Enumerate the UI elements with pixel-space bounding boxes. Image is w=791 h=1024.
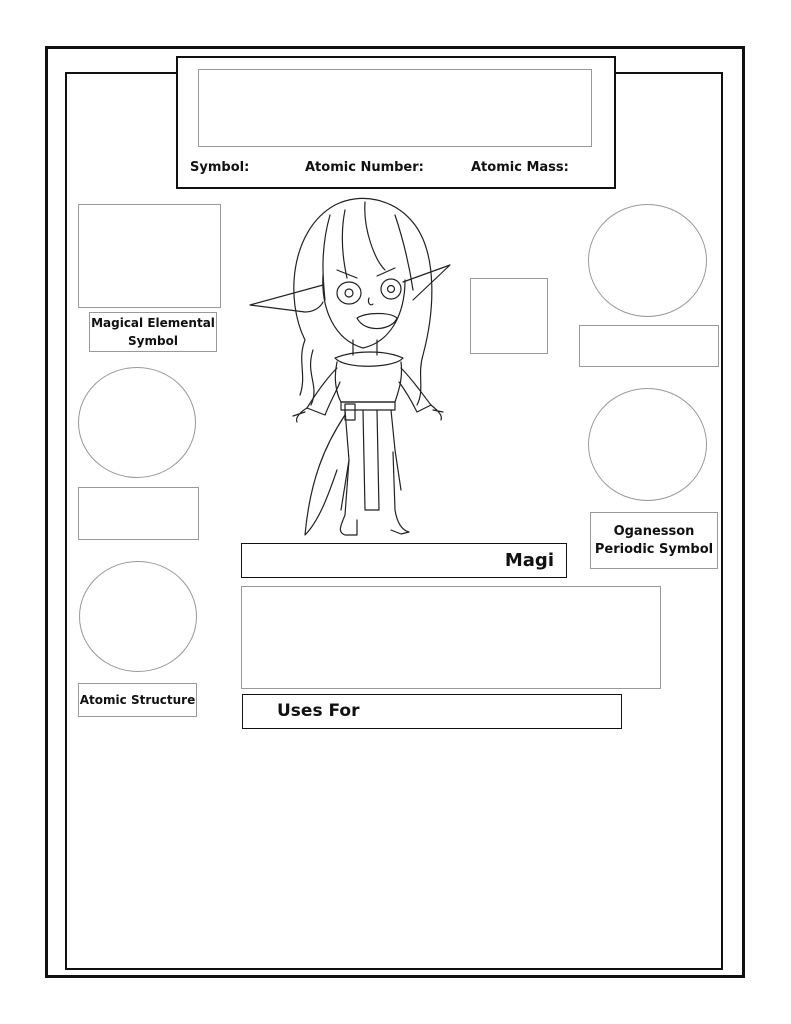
periodic-symbol-caption-line1: Oganesson (613, 523, 695, 539)
elf-character-illustration (245, 190, 460, 545)
mouth (357, 314, 397, 329)
magical-symbol-caption-line1: Magical Elemental (91, 316, 215, 330)
uses-for-bar[interactable] (242, 694, 622, 729)
element-name-box[interactable] (198, 69, 592, 147)
center-small-box[interactable] (470, 278, 548, 354)
left-eye (337, 282, 361, 304)
left-circle-1[interactable] (78, 367, 196, 478)
left-hand (293, 408, 307, 422)
atomic-structure-caption (78, 683, 197, 717)
right-eye (381, 279, 401, 299)
right-brow (377, 268, 395, 276)
hair-strands (323, 202, 413, 300)
right-hand (431, 405, 443, 420)
periodic-symbol-circle[interactable] (588, 388, 707, 501)
atomic-structure-circle[interactable] (79, 561, 197, 672)
magical-symbol-caption (89, 312, 217, 352)
skirt-front (341, 410, 401, 510)
character-name-bar[interactable] (241, 543, 567, 578)
right-leg (391, 452, 409, 534)
collar (335, 352, 403, 366)
magical-symbol-caption-line2: Symbol (128, 334, 178, 348)
right-circle-1[interactable] (588, 204, 707, 317)
description-box[interactable] (241, 586, 661, 689)
right-sleeve (399, 368, 431, 412)
nose (368, 298, 373, 305)
atomic-mass-label: Atomic Mass: (471, 160, 569, 175)
left-ear (250, 285, 323, 312)
hair-outline (294, 198, 432, 405)
right-blank-box[interactable] (579, 325, 719, 367)
cape-flow (305, 415, 345, 535)
character-name: Magi (504, 550, 554, 571)
atomic-number-label: Atomic Number: (305, 160, 424, 175)
belt (341, 402, 395, 410)
periodic-symbol-caption (590, 512, 718, 569)
periodic-symbol-caption-line2: Periodic Symbol (594, 541, 714, 557)
uses-for-label: Uses For (277, 701, 360, 721)
sash (363, 410, 379, 510)
atomic-structure-caption-text: Atomic Structure (79, 693, 196, 707)
left-blank-box[interactable] (78, 487, 199, 540)
magical-symbol-box[interactable] (78, 204, 221, 308)
torso (335, 362, 401, 402)
belt-pouch (345, 404, 355, 420)
symbol-label: Symbol: (190, 160, 250, 175)
